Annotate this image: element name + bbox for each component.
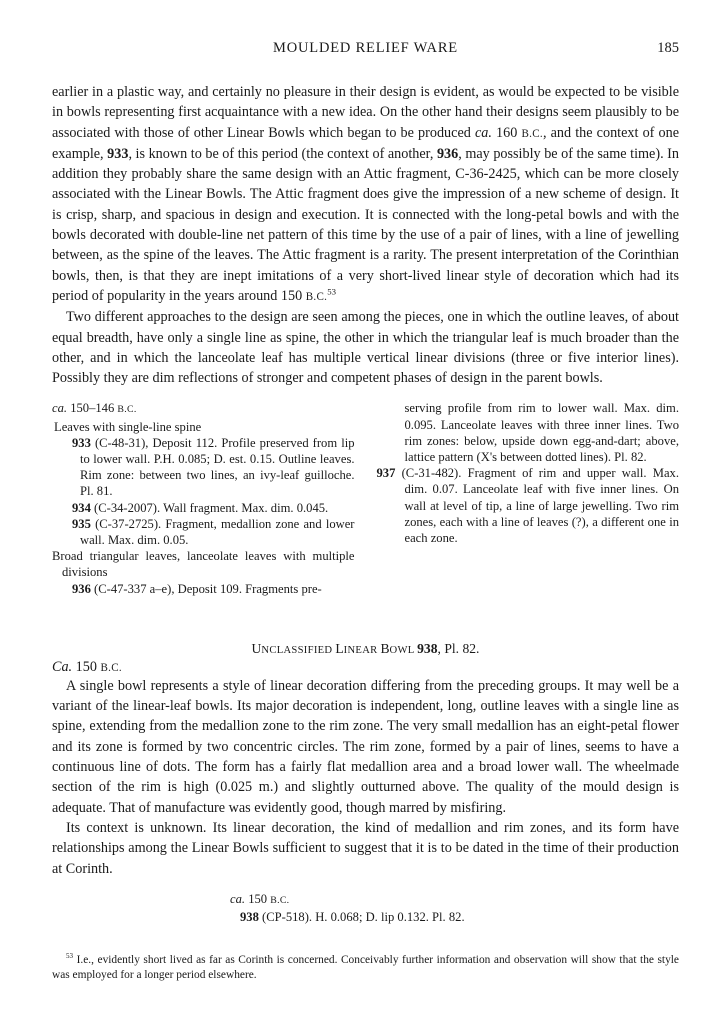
catalog-date: ca. 150 B.C. xyxy=(230,891,290,906)
catalog-entry-938-text: 938 (CP-518). H. 0.068; D. lip 0.132. Pl. 82. xyxy=(240,910,465,925)
catalog-entry-935: 935 (C-37-2725). Fragment, medallion zone and lower wall. Max. dim. 0.05. xyxy=(72,516,355,548)
catalog-ref-933: 933 xyxy=(107,145,129,162)
catalog-entry-936: 936 (C-47-337 a–e), Deposit 109. Fragments pre- xyxy=(72,581,322,596)
section-heading: UNCLASSIFIED LINEAR BOWL 938, Pl. 82. xyxy=(251,640,480,656)
page xyxy=(52,40,679,983)
footnote-ref-53[interactable]: 53 xyxy=(327,286,337,297)
footnote-53: $^{53}$ I.e., evidently short lived as far as Corinth is concerned. Conceivably further information and observation will show that the style was employed for a longer period elsewhere. xyxy=(52,952,679,982)
running-title: MOULDED RELIEF WARE xyxy=(273,40,458,56)
catalog-ref-936: 936 xyxy=(436,145,459,162)
section-paragraph-1: A single bowl represents a style of linear decoration differing from the preceding groups. It may well be a variant of the linear-leaf bowls. Its major decoration is independent, long, outline leaves with a single line as spine, extending from the medallion zone to the rim zone. The very small medallion has an eight-petal flower and its zone is formed by two concentric circles. The rim zone, formed by a pair of lines, seems to have a continuous line of dots. The form has a fairly flat medallion area and a broad lower wall. The wheelmade section of the rim is high (0.025 m.) and slightly outturned above. The quality of the mould design is adequate. That of manufacture was evidently good, though marred by misfiring. xyxy=(52,677,679,816)
main-text xyxy=(52,82,679,388)
section-paragraph-2: Its context is unknown. Its linear decoration, the kind of medallion and rim zones, and its form have relationships among the Linear Bowls sufficient to suggest that it is to be dated in the time of their production at Corinth. xyxy=(52,819,679,877)
catalog-date: ca. 150–146 B.C. xyxy=(52,401,137,416)
catalog-entry-936-continued: serving profile from rim to lower wall. Max. dim. 0.095. Lanceolate leaves with three inner lines. Two rim zones: below, upside down egg-and-dart; above, lattice pattern (X's between dotted lines). Pl. 82. xyxy=(404,401,679,465)
catalog-column-right xyxy=(377,400,680,596)
catalog-group-heading: Leaves with single-line spine xyxy=(54,419,202,434)
catalog-entry-934: 934 (C-34-2007). Wall fragment. Max. dim. 0.045. xyxy=(72,500,329,515)
catalog-column-left xyxy=(52,400,355,596)
page-number: 185 xyxy=(657,40,679,56)
catalog-list xyxy=(52,400,679,596)
paragraph-1: earlier in a plastic way, and certainly no pleasure in their design is evident, as would be expected to be visible in bowls representing first acquaintance with a new idea. On the other hand their designs seem plausibly to be associated with those of other Linear Bowls which began to be produced ca. 160 B.C., and the context of one example, 933, is known to be of this period (the context of another, 936, may possibly be of the same time). In addition they probably share the same design with an Attic fragment, C-36-2425, which can be more closely associated with the Linear Bowls. The Attic fragment does give the impression of a new scheme of design. It is crisp, sharp, and spacious in design and execution. It is connected with the long-petal bowls and with the bowls decorated with double-line net pattern of this time by the use of a pair of lines, with a line of jewelling between, as the spine of the leaves. The Attic fragment is a rarity. The present interpretation of the Corinthian bowls, then, is that they are inept imitations of a very short-lived linear style of decoration which had its period of popularity in the years around 150 B.C.$^{53}$ xyxy=(52,84,679,304)
running-header xyxy=(52,40,679,62)
paragraph-2: Two different approaches to the design are seen among the pieces, one in which the outline leaves, of about equal breadth, have only a single line as spine, the other in which the triangular leaf is much broader than the other, and in which the lanceolate leaf has multiple vertical linear divisions (three or five interior lines). Possibly they are dim reflections of stronger and competent phases of design in the parent bowls. xyxy=(52,309,679,387)
section-text xyxy=(52,676,679,879)
catalog-entry-938 xyxy=(52,891,679,925)
catalog-entry-933: 933 (C-48-31), Deposit 112. Profile preserved from lip to lower wall. P.H. 0.085; D. est. 0.15. Outline leaves. Rim zone: between two lines, an ivy-leaf guilloche. Pl. 81. xyxy=(72,435,355,499)
catalog-entry-937: 937 (C-31-482). Fragment of rim and upper wall. Max. dim. 0.07. Lanceolate leaf with five inner lines. On wall at level of tip, a line of large jewelling. Two rim zones, each with a line of leaves (?), a different one in each zone. xyxy=(376,466,679,546)
section-date: Ca. 150 B.C. xyxy=(52,658,122,675)
catalog-group-heading: Broad triangular leaves, lanceolate leaves with multiple divisions xyxy=(52,549,355,580)
